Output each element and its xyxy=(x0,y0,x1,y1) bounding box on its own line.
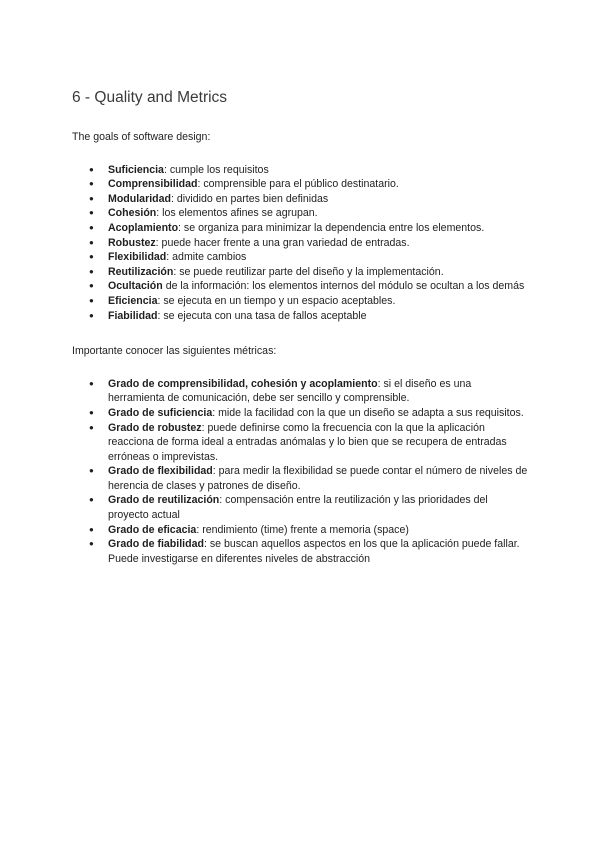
goal-term: Reutilización xyxy=(108,265,174,278)
goal-text: : comprensible para el público destinatario. xyxy=(197,178,399,191)
goal-term: Flexibilidad xyxy=(108,251,167,264)
metric-text: : compensación entre la reutilización y las prioridades del proyecto actual xyxy=(108,494,488,522)
metric-term: Grado de reutilización xyxy=(108,494,220,507)
metric-item xyxy=(72,406,528,421)
metric-text: : para medir la flexibilidad se puede contar el número de niveles de herencia de clases y patrones de diseño. xyxy=(108,465,528,492)
goal-item xyxy=(72,221,528,236)
metrics-list xyxy=(72,377,528,567)
goal-term: Eficiencia xyxy=(108,294,158,307)
goals-list xyxy=(72,163,528,324)
goal-term: Modularidad xyxy=(108,192,171,205)
goal-term: Comprensibilidad xyxy=(108,178,198,191)
goal-text: de la información: los elementos internos del módulo se ocultan a los demás xyxy=(162,280,525,293)
metric-item xyxy=(72,464,528,493)
document-page xyxy=(72,88,528,587)
goal-text: : dividido en partes bien definidas xyxy=(170,192,329,205)
goal-text: : los elementos afines se agrupan. xyxy=(156,207,318,220)
metric-item xyxy=(72,493,528,522)
goal-item xyxy=(72,279,528,294)
goal-text: : se ejecuta con una tasa de fallos aceptable xyxy=(157,309,367,322)
goal-item xyxy=(72,236,528,251)
goals-intro: The goals of software design: xyxy=(72,131,211,143)
goal-text: : se organiza para minimizar la dependencia entre los elementos. xyxy=(178,221,485,234)
metric-term: Grado de comprensibilidad, cohesión y acoplamiento xyxy=(108,377,378,390)
goal-item xyxy=(72,192,528,207)
metric-item xyxy=(72,421,528,465)
goal-term: Robustez xyxy=(108,236,156,249)
goal-item xyxy=(72,265,528,280)
goal-item xyxy=(72,294,528,309)
goal-item xyxy=(72,177,528,192)
metric-term: Grado de fiabilidad xyxy=(108,538,204,551)
goal-text: : cumple los requisitos xyxy=(163,163,269,176)
goal-item xyxy=(72,206,528,221)
metric-term: Grado de flexibilidad xyxy=(108,465,213,478)
goal-term: Acoplamiento xyxy=(108,221,179,234)
goal-item xyxy=(72,309,528,324)
metric-text: : se buscan aquellos aspectos en los que la aplicación puede fallar. Puede investigarse en diferentes niveles de abstracción xyxy=(108,538,520,565)
goal-term: Cohesión xyxy=(108,207,157,220)
goal-text: : puede hacer frente a una gran variedad de entradas. xyxy=(155,236,410,249)
goal-text: : admite cambios xyxy=(166,251,247,264)
metric-term: Grado de suficiencia xyxy=(108,406,213,419)
goal-text: : se ejecuta en un tiempo y un espacio aceptables. xyxy=(157,294,396,307)
metric-text: : puede definirse como la frecuencia con la que la aplicación reacciona de forma ideal a entradas anómalas y lo bien que se recupera de entradas erróneas o imprevistas. xyxy=(108,421,507,463)
metric-term: Grado de robustez xyxy=(108,421,202,434)
goal-item xyxy=(72,163,528,178)
metric-item xyxy=(72,523,528,538)
metric-item xyxy=(72,377,528,406)
metric-text: : mide la facilidad con la que un diseño se adapta a sus requisitos. xyxy=(212,406,524,419)
goal-item xyxy=(72,250,528,265)
goal-term: Ocultación xyxy=(108,280,163,293)
metric-text: : si el diseño es una herramienta de comunicación, debe ser sencillo y comprensible. xyxy=(108,377,472,405)
goal-term: Fiabilidad xyxy=(108,309,158,322)
metric-term: Grado de eficacia xyxy=(108,523,197,536)
goal-text: : se puede reutilizar parte del diseño y la implementación. xyxy=(173,265,444,278)
section-heading: 6 - Quality and Metrics xyxy=(72,89,228,106)
metrics-intro: Importante conocer las siguientes métricas: xyxy=(72,345,277,358)
metric-item xyxy=(72,537,528,566)
goal-term: Suficiencia xyxy=(108,163,164,176)
metric-text: : rendimiento (time) frente a memoria (space) xyxy=(196,523,409,536)
